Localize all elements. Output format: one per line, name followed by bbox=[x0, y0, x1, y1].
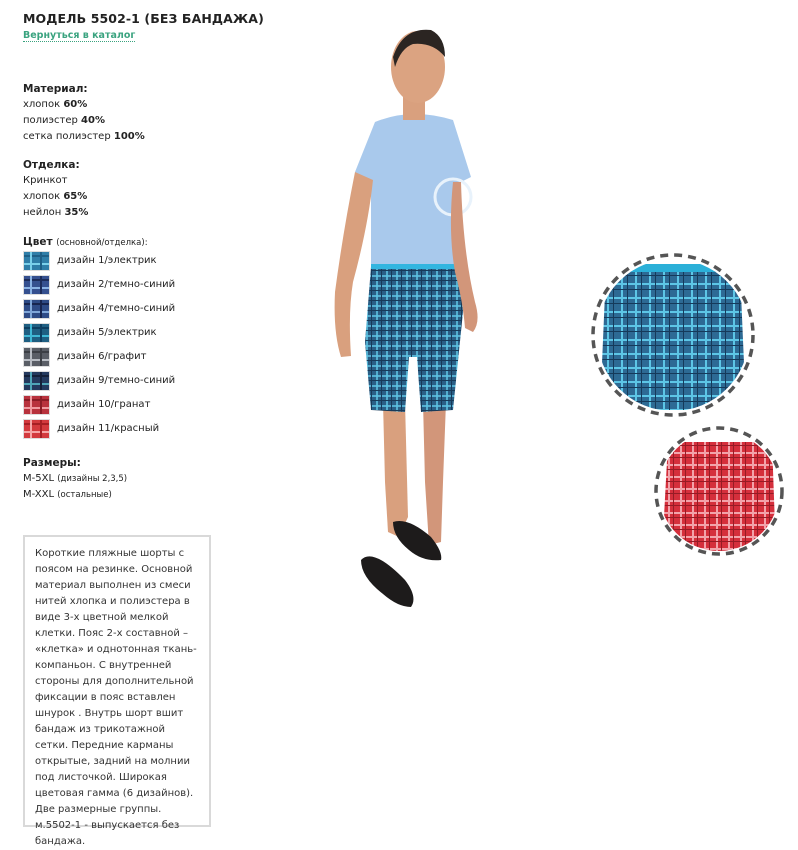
page-title: МОДЕЛЬ 5502-1 (БЕЗ БАНДАЖА) bbox=[23, 11, 264, 26]
color-option-label: дизайн 9/темно-синий bbox=[57, 375, 176, 386]
sizes-heading: Размеры: bbox=[23, 457, 81, 469]
description-text: Короткие пляжные шорты с поясом на резинке. Основной материал выполнен из смеси нитей хлопка и полиэстера в виде 3-х цветной мелкой клетки. Пояс 2-х составной – «клетка» и однотонная ткань-компаньон. С внутренней стороны для дополнительной фиксации в пояс вставлен шнурок . Внутрь шорт вшит бандаж из трикотажной сетки. Передние карманы открытые, задний на молнии под листочкой. Широкая цветовая гамма (6 дизайнов). Две размерные группы. м.5502-1 - выпускается без бандажа. bbox=[35, 548, 197, 847]
color-option-label: дизайн 5/электрик bbox=[57, 327, 157, 338]
sizes-section bbox=[23, 455, 127, 503]
color-heading: Цвет (основной/отделка): bbox=[23, 236, 148, 248]
color-option-label: дизайн 10/гранат bbox=[57, 399, 151, 410]
plaid-swatch[interactable] bbox=[23, 323, 50, 343]
back-to-catalog-link[interactable]: Вернуться в каталог bbox=[23, 30, 136, 41]
plaid-swatch[interactable] bbox=[23, 275, 50, 295]
detail-blue-plaid-image[interactable] bbox=[588, 250, 758, 420]
plaid-swatch[interactable] bbox=[23, 395, 50, 415]
detail-red-plaid-image[interactable] bbox=[652, 424, 787, 559]
finish-line: хлопок 65% bbox=[23, 191, 88, 202]
finish-line: нейлон 35% bbox=[23, 207, 89, 218]
plaid-swatch[interactable] bbox=[23, 419, 50, 439]
material-section bbox=[23, 81, 145, 145]
finish-line: Кринкот bbox=[23, 175, 68, 186]
plaid-swatch[interactable] bbox=[23, 371, 50, 391]
model-photo bbox=[313, 12, 508, 612]
plaid-swatch[interactable] bbox=[23, 347, 50, 367]
color-option-label: дизайн 11/красный bbox=[57, 423, 160, 434]
color-option-label: дизайн 2/темно-синий bbox=[57, 279, 176, 290]
color-section bbox=[23, 234, 148, 251]
material-heading: Материал: bbox=[23, 83, 88, 95]
plaid-swatch[interactable] bbox=[23, 299, 50, 319]
color-option-label: дизайн 1/электрик bbox=[57, 255, 157, 266]
color-option-label: дизайн 4/темно-синий bbox=[57, 303, 176, 314]
size-line: M-5XL (дизайны 2,3,5) bbox=[23, 473, 128, 484]
description-box bbox=[23, 535, 211, 847]
finish-heading: Отделка: bbox=[23, 159, 80, 171]
material-line: хлопок 60% bbox=[23, 99, 88, 110]
plaid-swatch[interactable] bbox=[23, 251, 50, 271]
finish-section bbox=[23, 157, 88, 221]
size-line: M-XXL (остальные) bbox=[23, 489, 112, 500]
material-line: сетка полиэстер 100% bbox=[23, 131, 145, 142]
material-line: полиэстер 40% bbox=[23, 115, 105, 126]
color-option-label: дизайн 6/графит bbox=[57, 351, 147, 362]
